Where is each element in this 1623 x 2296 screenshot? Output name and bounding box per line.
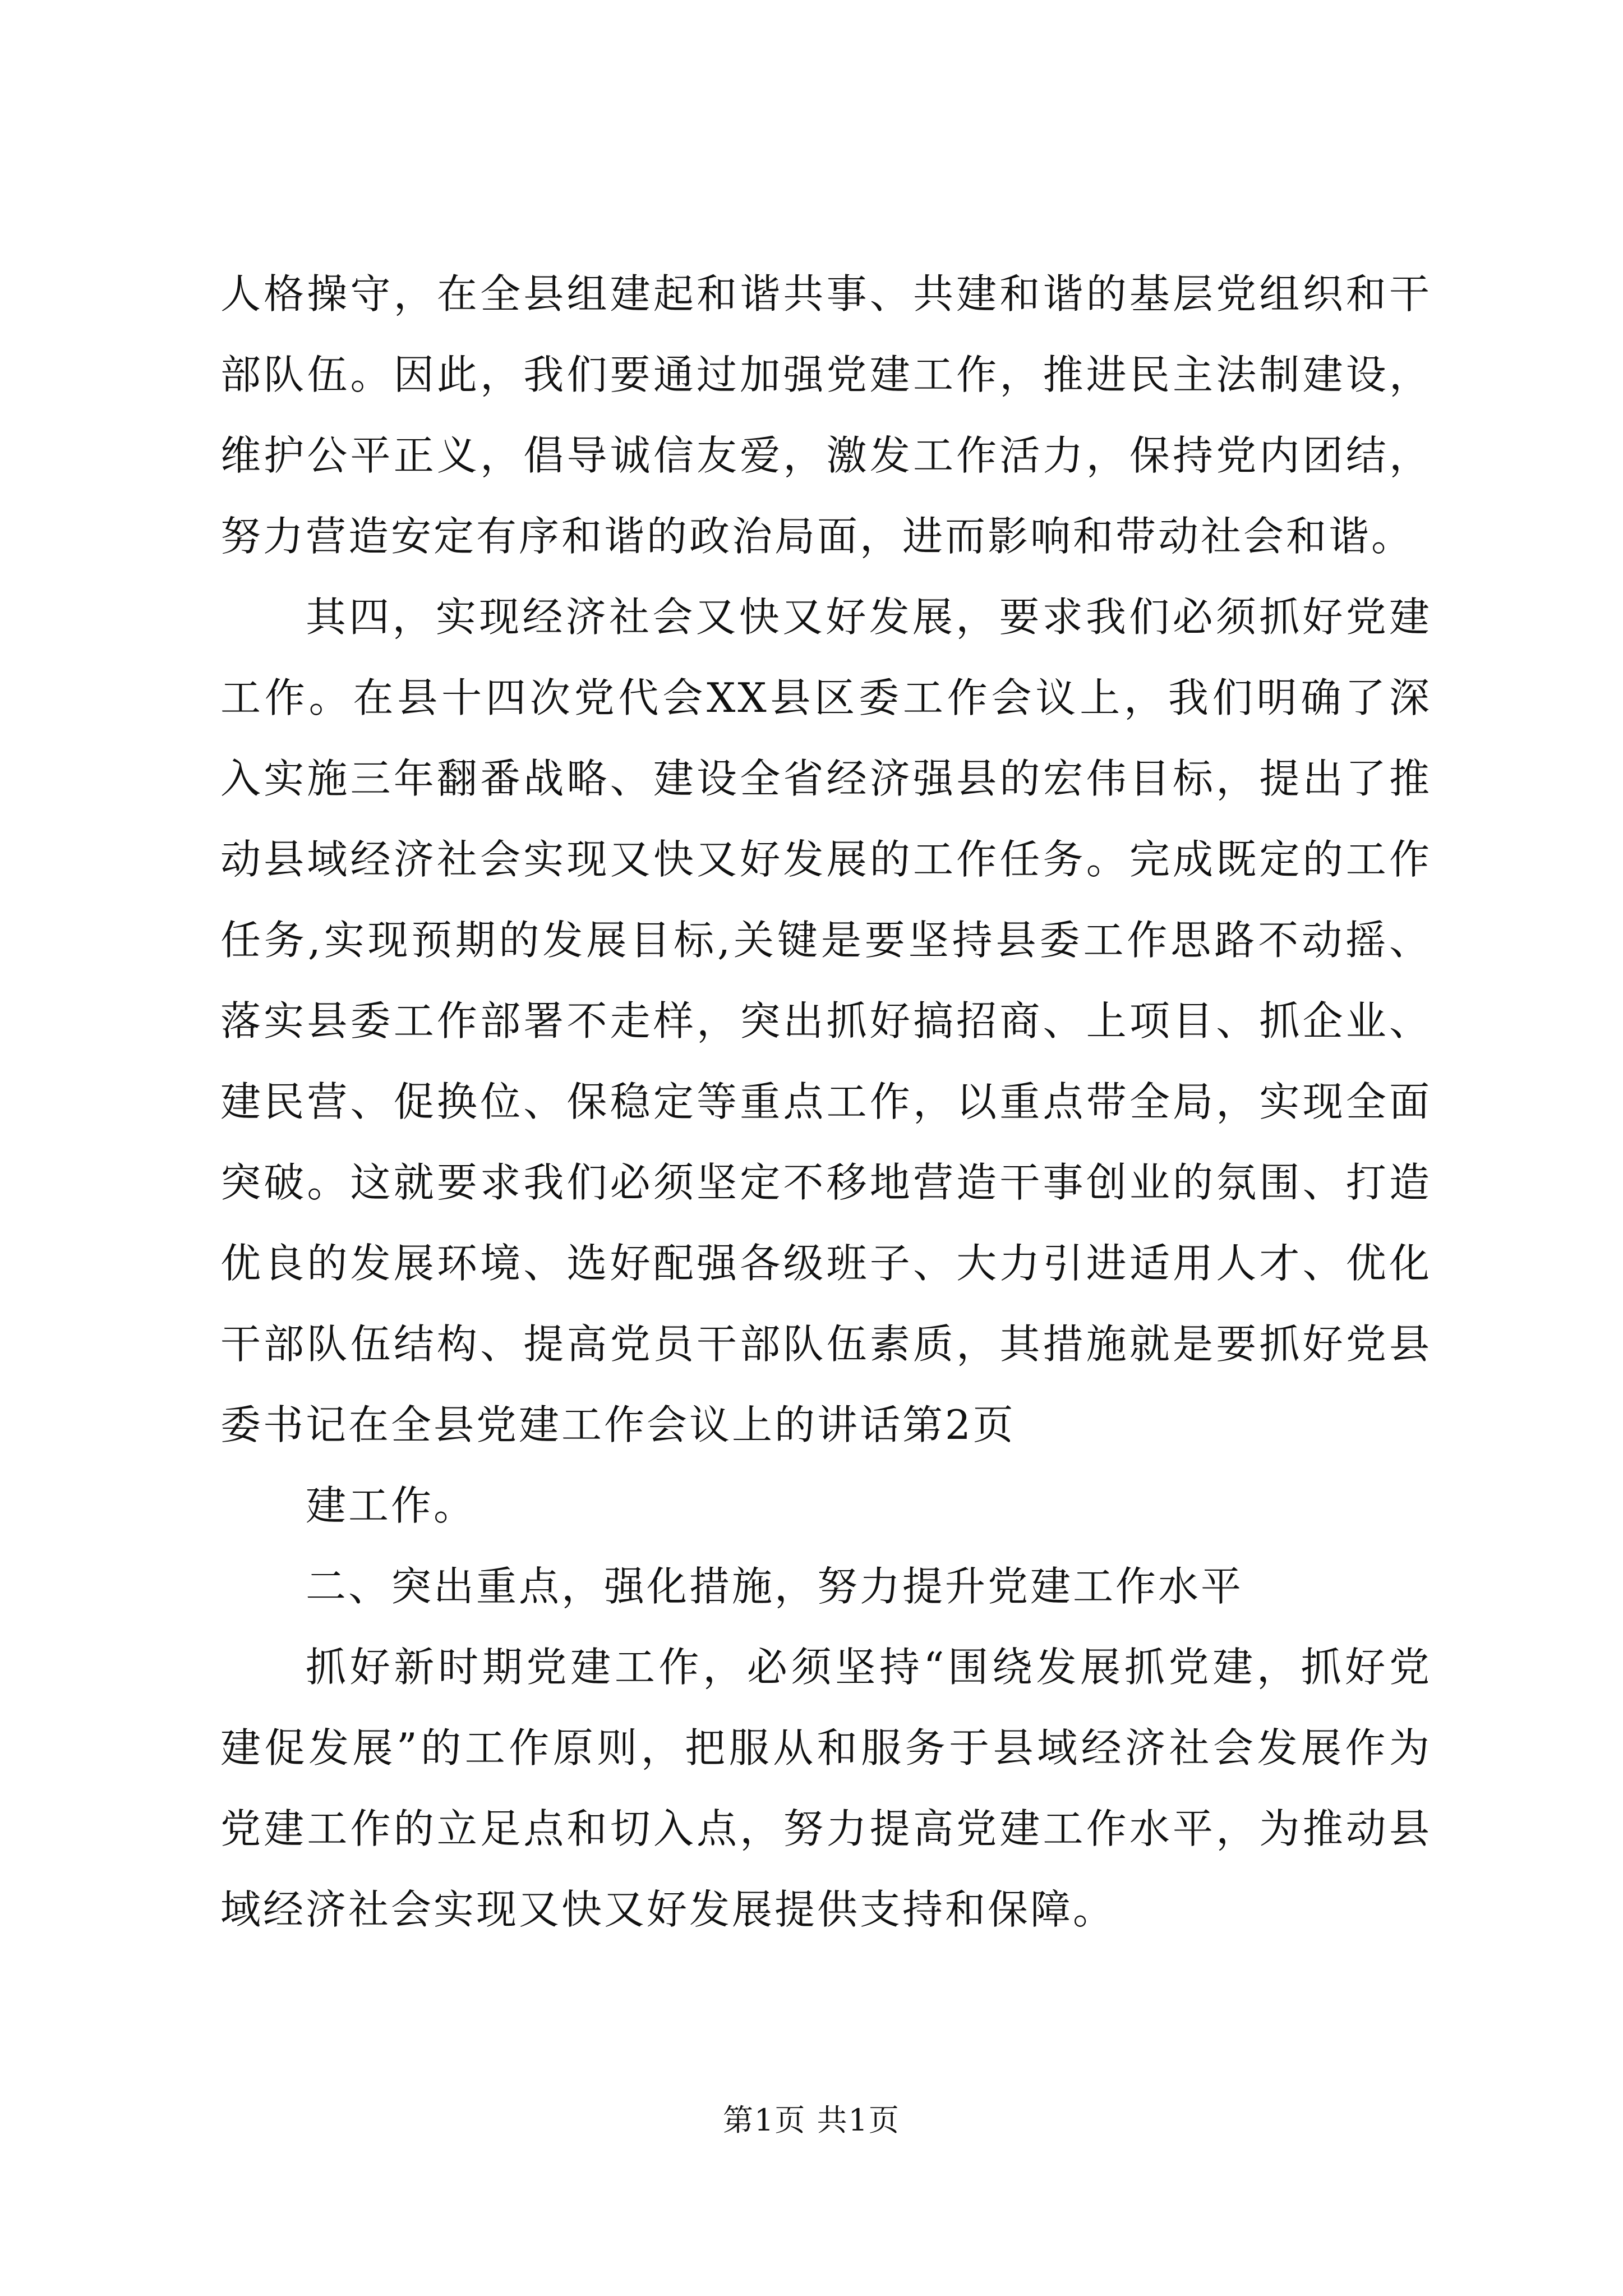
paragraph-fragment: 建工作。 xyxy=(306,1482,477,1529)
document-body xyxy=(220,254,1432,1950)
section-heading: 二、突出重点，强化措施，努力提升党建工作水平 xyxy=(306,1563,1244,1610)
paragraph-principle: 抓好新时期党建工作，必须坚持“围绕发展抓党建，抓好党建促发展”的工作原则，把服从和服务于县域经济社会发展作为党建工作的立足点和切入点，努力提高党建工作水平，为推动县域经济社会实现又快又好发展提供支持和保障。 xyxy=(220,1644,1432,1933)
paragraph-continuation: 人格操守，在全县组建起和谐共事、共建和谐的基层党组织和干部队伍。因此，我们要通过加强党建工作，推进民主法制建设，维护公平正义，倡导诚信友爱，激发工作活力，保持党内团结，努力营造安定有序和谐的政治局面，进而影响和带动社会和谐。 xyxy=(220,270,1432,560)
page-footer: 第1页 共1页 xyxy=(723,2102,900,2138)
paragraph-fourth-point: 其四，实现经济社会又快又好发展，要求我们必须抓好党建工作。在县十四次党代会XX县区委工作会议上，我们明确了深入实施三年翻番战略、建设全省经济强县的宏伟目标，提出了推动县域经济社会实现又快又好发展的工作任务。完成既定的工作任务,实现预期的发展目标,关键是要坚持县委工作思路不动摇、落实县委工作部署不走样，突出抓好搞招商、上项目、抓企业、建民营、促换位、保稳定等重点工作，以重点带全局，实现全面突破。这就要求我们必须坚定不移地营造干事创业的氛围、打造优良的发展环境、选好配强各级班子、大力引进适用人才、优化干部队伍结构、提高党员干部队伍素质，其措施就是要抓好党县委书记在全县党建工作会议上的讲话第2页 xyxy=(220,593,1432,1448)
